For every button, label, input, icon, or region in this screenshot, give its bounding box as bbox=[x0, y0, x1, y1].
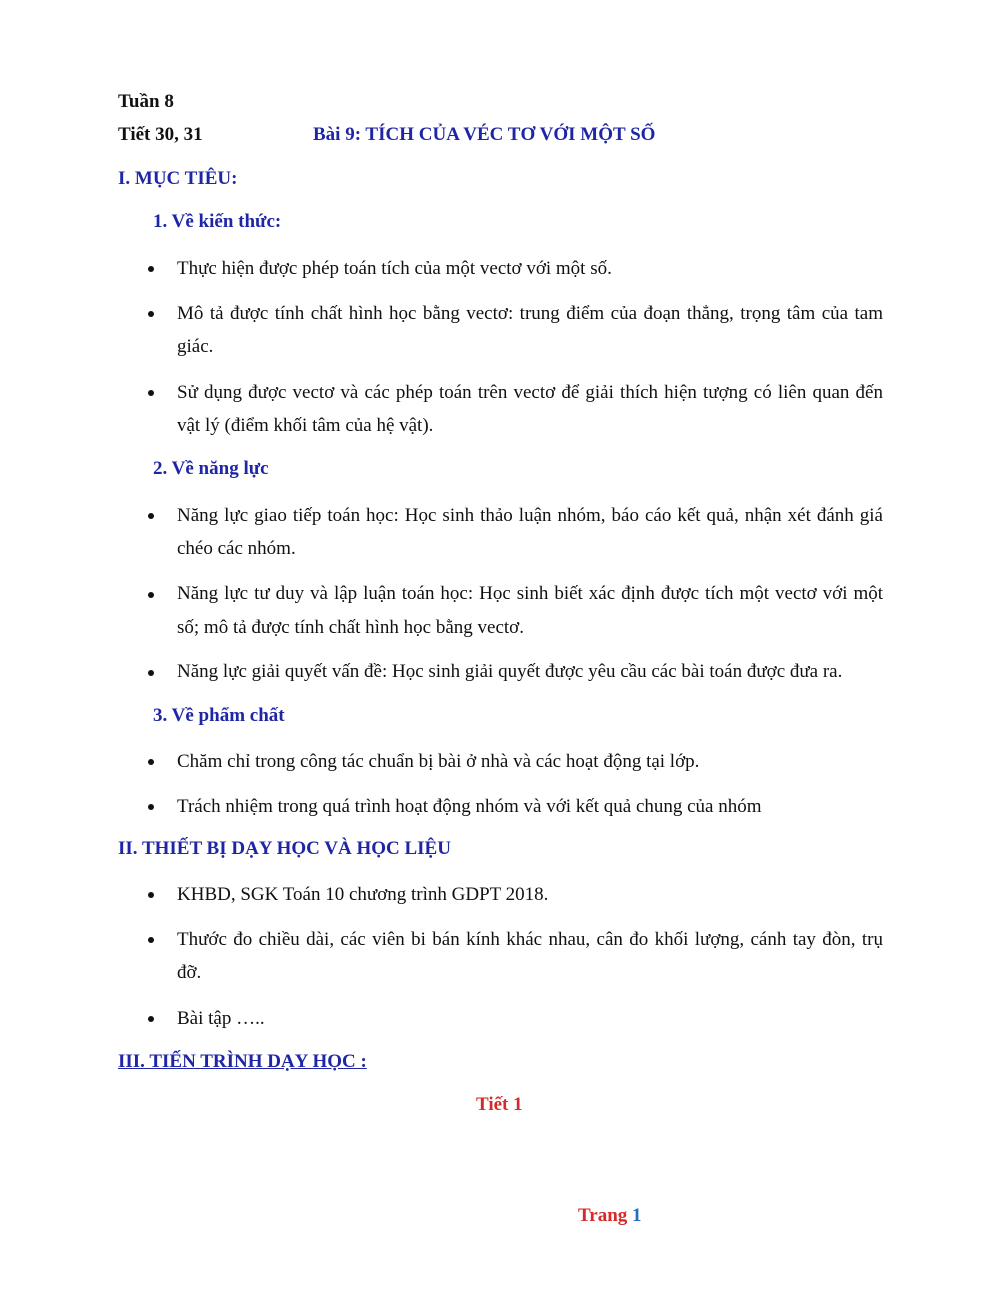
list-item-continuation: đỡ. bbox=[177, 962, 202, 983]
bullet-icon bbox=[148, 513, 154, 519]
bullet-icon bbox=[148, 311, 154, 317]
page-word: Trang bbox=[578, 1205, 628, 1226]
subsection-competency-title: 2. Về năng lực bbox=[153, 458, 269, 479]
list-item: Năng lực giải quyết vấn đề: Học sinh giải quyết được yêu cầu các bài toán được đưa ra. bbox=[177, 661, 843, 682]
list-item-continuation: vật lý (điểm khối tâm của hệ vật). bbox=[177, 415, 434, 436]
list-item: Năng lực giao tiếp toán học: Học sinh thảo luận nhóm, báo cáo kết quả, nhận xét đánh giá bbox=[177, 505, 883, 526]
page-number: 1 bbox=[632, 1205, 642, 1226]
week-label: Tuần 8 bbox=[118, 91, 174, 112]
list-item: Sử dụng được vectơ và các phép toán trên vectơ để giải thích hiện tượng có liên quan đến bbox=[177, 382, 883, 403]
bullet-icon bbox=[148, 1016, 154, 1022]
subsection-knowledge-title: 1. Về kiến thức: bbox=[153, 211, 282, 232]
bullet-icon bbox=[148, 892, 154, 898]
section-objectives-title: I. MỤC TIÊU: bbox=[118, 168, 238, 189]
list-item-continuation: số; mô tả được tính chất hình học bằng vectơ. bbox=[177, 617, 524, 638]
bullet-icon bbox=[148, 390, 154, 396]
list-item: Thước đo chiều dài, các viên bi bán kính khác nhau, cân đo khối lượng, cánh tay đòn, trụ bbox=[177, 929, 883, 950]
list-item-continuation: giác. bbox=[177, 336, 214, 357]
bullet-icon bbox=[148, 266, 154, 272]
bullet-icon bbox=[148, 759, 154, 765]
list-item: Năng lực tư duy và lập luận toán học: Học sinh biết xác định được tích một vectơ với một bbox=[177, 583, 883, 604]
list-item: KHBD, SGK Toán 10 chương trình GDPT 2018. bbox=[177, 884, 549, 905]
list-item: Thực hiện được phép toán tích của một vectơ với một số. bbox=[177, 258, 612, 279]
section-equipment-title: II. THIẾT BỊ DẠY HỌC VÀ HỌC LIỆU bbox=[118, 838, 451, 859]
list-item: Bài tập ….. bbox=[177, 1008, 265, 1029]
bullet-icon bbox=[148, 670, 154, 676]
section-process-title: III. TIẾN TRÌNH DẠY HỌC : bbox=[118, 1051, 367, 1072]
bullet-icon bbox=[148, 592, 154, 598]
bullet-icon bbox=[148, 937, 154, 943]
bullet-icon bbox=[148, 804, 154, 810]
periods-label: Tiết 30, 31 bbox=[118, 124, 203, 145]
lesson-title: Bài 9: TÍCH CỦA VÉC TƠ VỚI MỘT SỐ bbox=[313, 124, 656, 145]
subsection-qualities-title: 3. Về phẩm chất bbox=[153, 705, 285, 726]
list-item-continuation: chéo các nhóm. bbox=[177, 538, 296, 559]
page-footer bbox=[578, 1204, 642, 1228]
list-item: Trách nhiệm trong quá trình hoạt động nhóm và với kết quả chung của nhóm bbox=[177, 796, 762, 817]
list-item: Mô tả được tính chất hình học bằng vectơ: trung điểm của đoạn thẳng, trọng tâm của tam bbox=[177, 303, 883, 324]
period-label: Tiết 1 bbox=[476, 1094, 523, 1115]
list-item: Chăm chỉ trong công tác chuẩn bị bài ở nhà và các hoạt động tại lớp. bbox=[177, 751, 700, 772]
